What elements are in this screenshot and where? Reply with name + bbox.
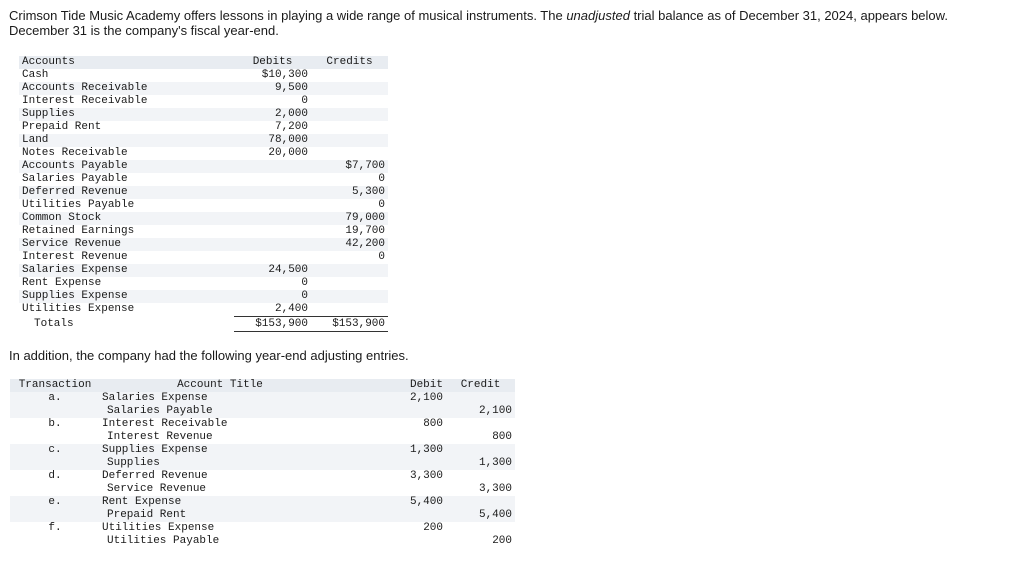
transaction-cell-empty bbox=[10, 509, 100, 522]
credit-amount bbox=[311, 147, 388, 160]
account-name: Accounts Payable bbox=[22, 160, 128, 172]
adjusting-credit-line bbox=[10, 405, 515, 418]
transaction-id: f. bbox=[48, 522, 62, 534]
account-name: Cash bbox=[22, 69, 49, 81]
account-name: Utilities Payable bbox=[22, 199, 135, 211]
credit-account-title: Service Revenue bbox=[107, 483, 207, 495]
account-name: Salaries Expense bbox=[22, 264, 128, 276]
trial-balance-row bbox=[19, 264, 388, 277]
credit-amount bbox=[311, 95, 388, 108]
account-name: Utilities Expense bbox=[22, 303, 135, 316]
trial-balance-row bbox=[19, 82, 388, 95]
credit-amount bbox=[311, 82, 388, 95]
debit-amount: 5,400 bbox=[409, 496, 443, 508]
debit-amount: 20,000 bbox=[268, 147, 308, 159]
adjusting-credit-line bbox=[10, 431, 515, 444]
trial-balance-row bbox=[19, 277, 388, 290]
debit-amount: $10,300 bbox=[261, 69, 308, 81]
credit-header: Credit bbox=[460, 379, 501, 391]
trial-balance-table bbox=[19, 56, 388, 332]
trial-balance-row bbox=[19, 290, 388, 303]
account-name: Interest Receivable bbox=[22, 95, 148, 107]
account-name: Notes Receivable bbox=[22, 147, 128, 159]
credit-amount: 19,700 bbox=[345, 225, 385, 237]
totals-credit: $153,900 bbox=[311, 317, 388, 332]
account-name: Salaries Payable bbox=[22, 173, 128, 185]
transaction-cell-empty bbox=[10, 483, 100, 496]
trial-balance-row bbox=[19, 134, 388, 147]
debit-amount bbox=[234, 173, 311, 186]
debits-header: Debits bbox=[252, 56, 293, 68]
trial-balance-row bbox=[19, 199, 388, 212]
credit-cell-empty bbox=[446, 470, 515, 483]
transaction-id: e. bbox=[48, 496, 62, 508]
accounts-header: Accounts bbox=[22, 56, 75, 68]
trial-balance-row bbox=[19, 225, 388, 238]
credit-account-title: Supplies bbox=[107, 457, 160, 469]
totals-debit: $153,900 bbox=[234, 317, 311, 332]
debit-amount: 7,200 bbox=[274, 121, 308, 133]
adjusting-credit-line bbox=[10, 457, 515, 470]
credit-amount: 5,400 bbox=[478, 509, 512, 521]
debit-account-title: Salaries Expense bbox=[102, 392, 208, 404]
debit-amount bbox=[234, 212, 311, 225]
trial-balance-row bbox=[19, 147, 388, 160]
debit-amount: 800 bbox=[423, 418, 443, 430]
adjusting-entries-body bbox=[10, 392, 515, 548]
credit-cell-empty bbox=[446, 444, 515, 457]
transaction-id: c. bbox=[48, 444, 62, 456]
credit-amount: 42,200 bbox=[345, 238, 385, 250]
credit-amount bbox=[311, 303, 388, 317]
credit-amount: 0 bbox=[378, 173, 385, 185]
totals-label: Totals bbox=[34, 318, 74, 330]
account-name: Rent Expense bbox=[22, 277, 102, 289]
debit-account-title: Supplies Expense bbox=[102, 444, 208, 456]
debit-cell-empty bbox=[380, 405, 446, 418]
debit-header: Debit bbox=[409, 379, 443, 391]
account-name: Supplies Expense bbox=[22, 290, 128, 302]
account-name: Deferred Revenue bbox=[22, 186, 128, 198]
trial-balance-row bbox=[19, 186, 388, 199]
debit-cell-empty bbox=[380, 509, 446, 522]
debit-cell-empty bbox=[380, 535, 446, 548]
account-name: Land bbox=[22, 134, 49, 146]
transaction-cell-empty bbox=[10, 457, 100, 470]
totals-row bbox=[19, 317, 388, 332]
credit-account-title: Prepaid Rent bbox=[107, 509, 187, 521]
credit-cell-empty bbox=[446, 418, 515, 431]
credit-account-title: Utilities Payable bbox=[107, 535, 220, 547]
trial-balance-row bbox=[19, 108, 388, 121]
debit-amount bbox=[234, 225, 311, 238]
adjusting-debit-line bbox=[10, 522, 515, 535]
debit-amount: 0 bbox=[301, 290, 308, 302]
credit-amount bbox=[311, 121, 388, 134]
trial-balance-row bbox=[19, 251, 388, 264]
trial-balance-row bbox=[19, 303, 388, 317]
credit-amount: 79,000 bbox=[345, 212, 385, 224]
credit-amount: $7,700 bbox=[345, 160, 385, 172]
adjusting-debit-line bbox=[10, 496, 515, 509]
debit-amount: 9,500 bbox=[274, 82, 308, 94]
debit-amount: 1,300 bbox=[409, 444, 443, 456]
debit-amount: 2,000 bbox=[274, 108, 308, 120]
debit-amount: 2,400 bbox=[274, 303, 308, 315]
account-name: Accounts Receivable bbox=[22, 82, 148, 94]
adjusting-debit-line bbox=[10, 444, 515, 457]
account-name: Prepaid Rent bbox=[22, 121, 102, 133]
transaction-cell-empty bbox=[10, 405, 100, 418]
credits-header: Credits bbox=[326, 56, 373, 68]
adjusting-debit-line bbox=[10, 470, 515, 483]
credit-amount bbox=[311, 108, 388, 121]
adjusting-entries-intro: In addition, the company had the following year-end adjusting entries. bbox=[9, 348, 409, 363]
credit-cell-empty bbox=[446, 496, 515, 509]
transaction-header: Transaction bbox=[18, 379, 92, 391]
credit-account-title: Interest Revenue bbox=[107, 431, 213, 443]
debit-cell-empty bbox=[380, 431, 446, 444]
account-name: Supplies bbox=[22, 108, 75, 120]
debit-amount: 0 bbox=[301, 277, 308, 289]
trial-balance-row bbox=[19, 212, 388, 225]
account-title-header: Account Title bbox=[177, 379, 263, 391]
credit-cell-empty bbox=[446, 392, 515, 405]
credit-amount bbox=[311, 277, 388, 290]
transaction-id: d. bbox=[48, 470, 62, 482]
adjusting-debit-line bbox=[10, 392, 515, 405]
transaction-id: a. bbox=[48, 392, 62, 404]
debit-amount bbox=[234, 251, 311, 264]
trial-balance-row bbox=[19, 173, 388, 186]
transaction-cell-empty bbox=[10, 535, 100, 548]
trial-balance-row bbox=[19, 121, 388, 134]
credit-amount: 200 bbox=[492, 535, 512, 547]
intro-paragraph bbox=[9, 8, 1009, 38]
adjusting-credit-line bbox=[10, 509, 515, 522]
credit-amount: 3,300 bbox=[478, 483, 512, 495]
intro-text-2: trial balance as of December 31, 2024, appears below. December 31 is the company's fiscal year-end. bbox=[9, 8, 948, 38]
account-name: Retained Earnings bbox=[22, 225, 135, 237]
credit-cell-empty bbox=[446, 522, 515, 535]
debit-amount: 0 bbox=[301, 95, 308, 107]
credit-amount bbox=[311, 134, 388, 147]
credit-account-title: Salaries Payable bbox=[107, 405, 213, 417]
trial-balance-row bbox=[19, 69, 388, 82]
debit-amount bbox=[234, 186, 311, 199]
debit-amount bbox=[234, 199, 311, 212]
trial-balance-header-row bbox=[19, 56, 388, 69]
debit-amount bbox=[234, 160, 311, 173]
credit-amount bbox=[311, 69, 388, 82]
debit-cell-empty bbox=[380, 483, 446, 496]
trial-balance-row bbox=[19, 238, 388, 251]
transaction-cell-empty bbox=[10, 431, 100, 444]
debit-amount: 200 bbox=[423, 522, 443, 534]
account-name: Service Revenue bbox=[22, 238, 122, 250]
adjusting-credit-line bbox=[10, 483, 515, 496]
credit-amount: 0 bbox=[378, 251, 385, 263]
adjusting-debit-line bbox=[10, 418, 515, 431]
credit-amount bbox=[311, 290, 388, 303]
credit-amount: 5,300 bbox=[351, 186, 385, 198]
debit-amount: 2,100 bbox=[409, 392, 443, 404]
credit-amount bbox=[311, 264, 388, 277]
debit-account-title: Utilities Expense bbox=[102, 522, 215, 534]
debit-cell-empty bbox=[380, 457, 446, 470]
credit-amount: 800 bbox=[492, 431, 512, 443]
trial-balance-body bbox=[19, 69, 388, 317]
debit-amount: 3,300 bbox=[409, 470, 443, 482]
intro-emphasis: unadjusted bbox=[566, 8, 630, 23]
trial-balance-row bbox=[19, 95, 388, 108]
debit-account-title: Interest Receivable bbox=[102, 418, 228, 430]
transaction-id: b. bbox=[48, 418, 62, 430]
debit-amount: 24,500 bbox=[268, 264, 308, 276]
credit-amount: 1,300 bbox=[478, 457, 512, 469]
adjusting-header-row bbox=[10, 379, 515, 392]
credit-amount: 2,100 bbox=[478, 405, 512, 417]
intro-text-1: Crimson Tide Music Academy offers lessons in playing a wide range of musical instruments. The bbox=[9, 8, 567, 23]
account-name: Interest Revenue bbox=[22, 251, 128, 263]
account-name: Common Stock bbox=[22, 212, 102, 224]
trial-balance-row bbox=[19, 160, 388, 173]
debit-account-title: Deferred Revenue bbox=[102, 470, 208, 482]
credit-amount: 0 bbox=[378, 199, 385, 211]
debit-amount: 78,000 bbox=[268, 134, 308, 146]
adjusting-credit-line bbox=[10, 535, 515, 548]
debit-account-title: Rent Expense bbox=[102, 496, 182, 508]
debit-amount bbox=[234, 238, 311, 251]
adjusting-entries-table bbox=[10, 379, 515, 548]
